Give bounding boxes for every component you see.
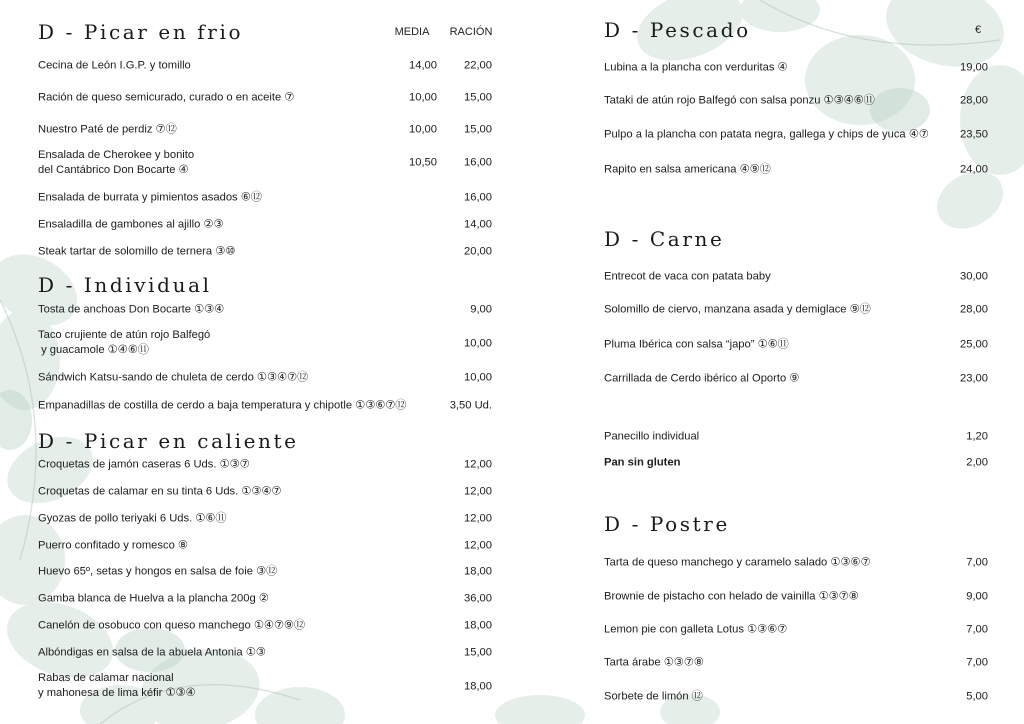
item-name: Solomillo de ciervo, manzana asada y demiglace ⑨⑫ bbox=[604, 303, 871, 316]
item-price-racion: 12,00 bbox=[464, 458, 492, 471]
menu-item bbox=[38, 302, 494, 318]
menu-item bbox=[38, 564, 494, 580]
item-name: Puerro confitado y romesco ⑧ bbox=[38, 539, 188, 552]
item-name: Sorbete de limón ⑫ bbox=[604, 690, 703, 703]
item-name: Panecillo individual bbox=[604, 430, 700, 443]
item-price: 2,00 bbox=[966, 456, 988, 469]
item-name: Tarta de queso manchego y caramelo salado ①③⑥⑦ bbox=[604, 556, 871, 569]
item-price-racion: 15,00 bbox=[464, 123, 492, 136]
item-name-line: y mahonesa de lima kéfir ①③④ bbox=[38, 687, 196, 699]
item-name bbox=[38, 671, 398, 701]
item-name-line: Taco crujiente de atún rojo Balfegó bbox=[38, 329, 211, 341]
section-title-picar-frio: D - Picar en frio bbox=[38, 20, 244, 44]
section-header-postre bbox=[604, 509, 990, 539]
menu-item bbox=[604, 589, 990, 605]
menu-item bbox=[38, 398, 494, 414]
item-price-racion: 3,50 Ud. bbox=[449, 399, 492, 412]
item-name: Croquetas de jamón caseras 6 Uds. ①③⑦ bbox=[38, 458, 250, 471]
item-name-line: del Cantábrico Don Bocarte ④ bbox=[38, 164, 189, 176]
menu-item bbox=[604, 60, 990, 76]
item-price-racion: 18,00 bbox=[464, 680, 492, 693]
item-name: Lubina a la plancha con verduritas ④ bbox=[604, 61, 788, 74]
item-name: Ensaladilla de gambones al ajillo ②③ bbox=[38, 218, 224, 231]
menu-item bbox=[38, 370, 494, 386]
item-price: 25,00 bbox=[960, 338, 988, 351]
item-price-media: 10,00 bbox=[409, 91, 437, 104]
menu-item bbox=[38, 538, 494, 554]
menu-item bbox=[604, 127, 990, 143]
item-price: 19,00 bbox=[960, 61, 988, 74]
item-name: Ensalada de burrata y pimientos asados ⑥⑫ bbox=[38, 191, 262, 204]
item-name: Steak tartar de solomillo de ternera ③⑩ bbox=[38, 245, 236, 258]
item-name bbox=[38, 148, 398, 178]
menu-item bbox=[38, 645, 494, 661]
item-price-media: 14,00 bbox=[409, 59, 437, 72]
menu-item bbox=[38, 484, 494, 500]
item-name: Pan sin gluten bbox=[604, 456, 681, 469]
column-header-racion: RACIÓN bbox=[449, 26, 493, 38]
item-price-racion: 20,00 bbox=[464, 245, 492, 258]
menu-item bbox=[604, 337, 990, 353]
item-name-line: Rabas de calamar nacional bbox=[38, 672, 174, 684]
section-header-picar-frio bbox=[38, 17, 494, 47]
menu-item bbox=[38, 148, 494, 178]
menu-item bbox=[38, 90, 494, 106]
item-name: Ración de queso semicurado, curado o en aceite ⑦ bbox=[38, 91, 295, 104]
item-name: Rapito en salsa americana ④⑨⑫ bbox=[604, 163, 771, 176]
menu-item bbox=[604, 93, 990, 109]
item-name: Pulpo a la plancha con patata negra, gallega y chips de yuca ④⑦ bbox=[604, 128, 929, 141]
item-name: Tosta de anchoas Don Bocarte ①③④ bbox=[38, 303, 225, 316]
item-price: 5,00 bbox=[966, 690, 988, 703]
item-price: 24,00 bbox=[960, 163, 988, 176]
item-name: Tarta árabe ①③⑦⑧ bbox=[604, 656, 704, 669]
item-name: Gamba blanca de Huelva a la plancha 200g ② bbox=[38, 592, 269, 605]
menu-item bbox=[604, 622, 990, 638]
item-price-racion: 22,00 bbox=[464, 59, 492, 72]
item-price: 7,00 bbox=[966, 556, 988, 569]
item-price-racion: 16,00 bbox=[464, 156, 492, 169]
menu-item bbox=[604, 269, 990, 285]
menu-item bbox=[38, 58, 494, 74]
menu-item bbox=[38, 591, 494, 607]
section-title-picar-caliente: D - Picar en caliente bbox=[38, 429, 299, 453]
section-title-postre: D - Postre bbox=[604, 512, 730, 536]
section-title-carne: D - Carne bbox=[604, 227, 725, 251]
item-name-line: y guacamole ①④⑥⑪ bbox=[38, 344, 149, 356]
item-price: 28,00 bbox=[960, 94, 988, 107]
item-price-racion: 12,00 bbox=[464, 485, 492, 498]
section-header-carne bbox=[604, 224, 990, 254]
item-price: 1,20 bbox=[966, 430, 988, 443]
item-price: 7,00 bbox=[966, 623, 988, 636]
item-name: Carrillada de Cerdo ibérico al Oporto ⑨ bbox=[604, 372, 800, 385]
item-name bbox=[38, 328, 398, 358]
item-name: Gyozas de pollo teriyaki 6 Uds. ①⑥⑪ bbox=[38, 512, 227, 525]
item-name: Entrecot de vaca con patata baby bbox=[604, 270, 771, 283]
item-name: Brownie de pistacho con helado de vainilla ①③⑦⑧ bbox=[604, 590, 859, 603]
item-price: 23,50 bbox=[960, 128, 988, 141]
section-header-picar-caliente bbox=[38, 426, 494, 456]
menu-item bbox=[38, 328, 494, 358]
item-price-racion: 18,00 bbox=[464, 565, 492, 578]
item-name: Tataki de atún rojo Balfegó con salsa ponzu ①③④⑥⑪ bbox=[604, 94, 875, 107]
menu-item bbox=[604, 689, 990, 705]
item-price-racion: 18,00 bbox=[464, 619, 492, 632]
item-name: Empanadillas de costilla de cerdo a baja temperatura y chipotle ①③⑥⑦⑫ bbox=[38, 399, 407, 412]
section-title-individual: D - Individual bbox=[38, 273, 212, 297]
section-header-pescado bbox=[604, 15, 990, 45]
item-price-racion: 12,00 bbox=[464, 512, 492, 525]
menu-item bbox=[604, 162, 990, 178]
item-price: 30,00 bbox=[960, 270, 988, 283]
item-price-racion: 10,00 bbox=[464, 337, 492, 350]
menu-item bbox=[38, 457, 494, 473]
item-name: Canelón de osobuco con queso manchego ①④⑦⑨⑫ bbox=[38, 619, 306, 632]
left-menu-page bbox=[38, 0, 494, 724]
item-name: Sándwich Katsu-sando de chuleta de cerdo ①③④⑦⑫ bbox=[38, 371, 309, 384]
menu-item bbox=[38, 190, 494, 206]
item-name-line: Ensalada de Cherokee y bonito bbox=[38, 149, 195, 161]
item-name: Albóndigas en salsa de la abuela Antonia ①③ bbox=[38, 646, 266, 659]
menu-item bbox=[604, 655, 990, 671]
menu-item bbox=[38, 671, 494, 701]
menu-item bbox=[604, 371, 990, 387]
item-name: Croquetas de calamar en su tinta 6 Uds. ①③④⑦ bbox=[38, 485, 282, 498]
menu-item bbox=[38, 511, 494, 527]
item-price-racion: 15,00 bbox=[464, 91, 492, 104]
menu-item bbox=[38, 244, 494, 260]
item-price-racion: 14,00 bbox=[464, 218, 492, 231]
item-name: Nuestro Paté de perdiz ⑦⑫ bbox=[38, 123, 177, 136]
section-title-pescado: D - Pescado bbox=[604, 18, 751, 42]
column-header-media: MEDIA bbox=[394, 26, 430, 38]
item-price: 23,00 bbox=[960, 372, 988, 385]
item-name: Lemon pie con galleta Lotus ①③⑥⑦ bbox=[604, 623, 788, 636]
right-menu-page bbox=[604, 0, 990, 724]
section-header-individual bbox=[38, 270, 494, 300]
menu-item bbox=[38, 217, 494, 233]
item-price-racion: 10,00 bbox=[464, 371, 492, 384]
column-header-currency: € bbox=[974, 24, 982, 36]
menu-item bbox=[38, 122, 494, 138]
item-price-racion: 12,00 bbox=[464, 539, 492, 552]
menu-item bbox=[604, 455, 990, 471]
item-price: 9,00 bbox=[966, 590, 988, 603]
item-price-racion: 15,00 bbox=[464, 646, 492, 659]
item-price-media: 10,00 bbox=[409, 123, 437, 136]
item-name: Huevo 65º, setas y hongos en salsa de foie ③⑫ bbox=[38, 565, 278, 578]
item-price: 7,00 bbox=[966, 656, 988, 669]
menu-item bbox=[604, 429, 990, 445]
item-price: 28,00 bbox=[960, 303, 988, 316]
item-price-racion: 16,00 bbox=[464, 191, 492, 204]
menu-item bbox=[604, 302, 990, 318]
item-price-racion: 9,00 bbox=[470, 303, 492, 316]
item-name: Pluma Ibérica con salsa “japo” ①⑥⑪ bbox=[604, 338, 789, 351]
menu-item bbox=[38, 618, 494, 634]
item-price-media: 10,50 bbox=[409, 156, 437, 169]
item-price-racion: 36,00 bbox=[464, 592, 492, 605]
menu-item bbox=[604, 555, 990, 571]
item-name: Cecina de León I.G.P. y tomillo bbox=[38, 59, 191, 72]
